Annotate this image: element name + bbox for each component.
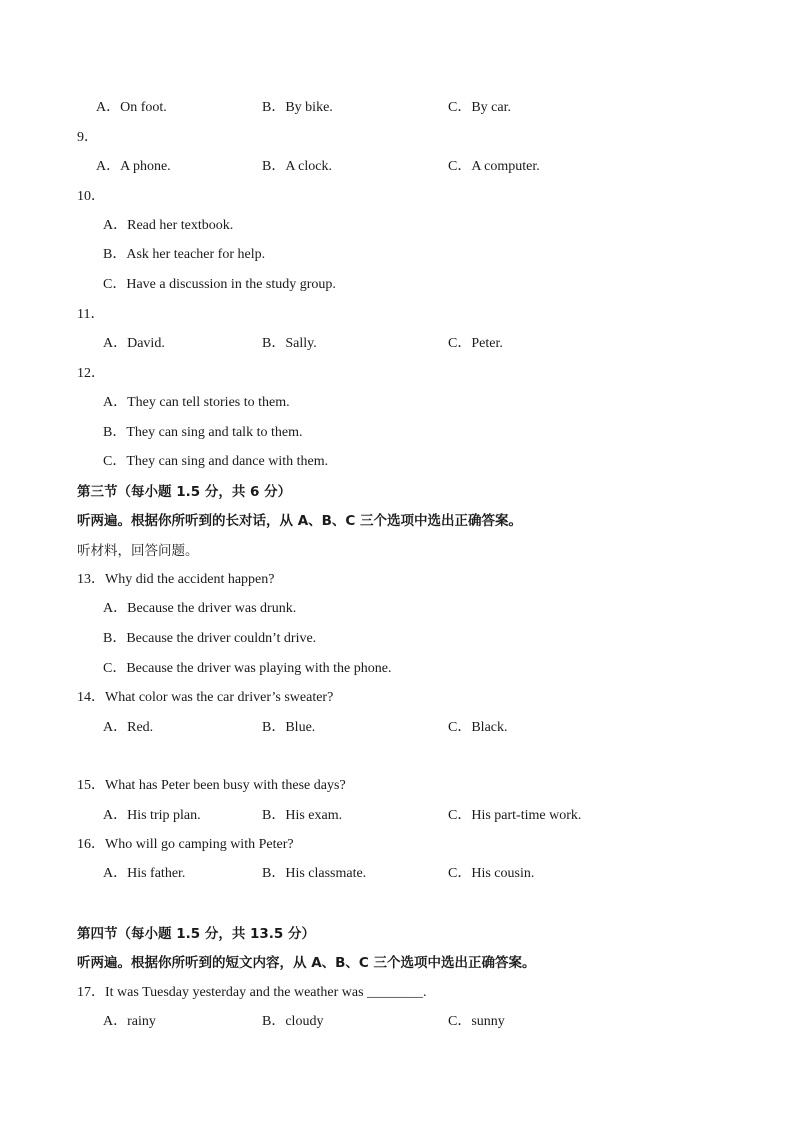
q8-option-c: C．By car.	[448, 100, 511, 115]
q17-stem: 17．It was Tuesday yesterday and the weather was ________.	[77, 985, 427, 1000]
q13-option-a: A．Because the driver was drunk.	[103, 601, 297, 616]
q15-option-a: A．His trip plan.	[103, 808, 201, 823]
q12-option-a: A．They can tell stories to them.	[103, 395, 290, 410]
q14-option-a: A．Red.	[103, 720, 154, 735]
q17-option-c: C．sunny	[448, 1014, 505, 1029]
q15-stem: 15．What has Peter been busy with these days?	[77, 778, 346, 793]
q10-number: 10．	[77, 189, 105, 204]
q9-number: 9．	[77, 130, 98, 145]
q9-option-b: B．A clock.	[262, 159, 332, 174]
q15-option-c: C．His part-time work.	[448, 808, 582, 823]
q16-option-c: C．His cousin.	[448, 866, 535, 881]
q8-option-b: B．By bike.	[262, 100, 333, 115]
q16-option-a: A．His father.	[103, 866, 186, 881]
q17-option-b: B．cloudy	[262, 1014, 324, 1029]
section3-title: 第三节（每小题 1.5 分，共 6 分）	[77, 484, 292, 500]
q11-number: 11．	[77, 307, 105, 322]
q14-option-b: B．Blue.	[262, 720, 316, 735]
q13-stem: 13．Why did the accident happen?	[77, 572, 275, 587]
q9-option-a: A．A phone.	[96, 159, 171, 174]
q14-option-c: C．Black.	[448, 720, 508, 735]
q12-option-c: C．They can sing and dance with them.	[103, 454, 329, 469]
section4-instruction: 听两遍。根据你所听到的短文内容，从 A、B、C 三个选项中选出正确答案。	[77, 955, 536, 971]
q9-option-c: C．A computer.	[448, 159, 540, 174]
q10-option-a: A．Read her textbook.	[103, 218, 234, 233]
q17-option-a: A．rainy	[103, 1014, 156, 1029]
q15-option-b: B．His exam.	[262, 808, 343, 823]
q16-stem: 16．Who will go camping with Peter?	[77, 837, 294, 852]
q16-option-b: B．His classmate.	[262, 866, 367, 881]
q12-option-b: B．They can sing and talk to them.	[103, 425, 303, 440]
q13-option-c: C．Because the driver was playing with the phone.	[103, 661, 392, 676]
section4-title: 第四节（每小题 1.5 分，共 13.5 分）	[77, 926, 316, 942]
q10-option-b: B．Ask her teacher for help.	[103, 247, 266, 262]
section3-subinstruction: 听材料，回答问题。	[77, 543, 199, 559]
q14-stem: 14．What color was the car driver’s sweater?	[77, 690, 334, 705]
q11-option-c: C．Peter.	[448, 336, 503, 351]
q10-option-c: C．Have a discussion in the study group.	[103, 277, 336, 292]
q11-option-b: B．Sally.	[262, 336, 317, 351]
q8-option-a: A．On foot.	[96, 100, 167, 115]
section3-instruction: 听两遍。根据你所听到的长对话，从 A、B、C 三个选项中选出正确答案。	[77, 513, 523, 529]
q11-option-a: A．David.	[103, 336, 165, 351]
q13-option-b: B．Because the driver couldn’t drive.	[103, 631, 317, 646]
q12-number: 12．	[77, 366, 105, 381]
